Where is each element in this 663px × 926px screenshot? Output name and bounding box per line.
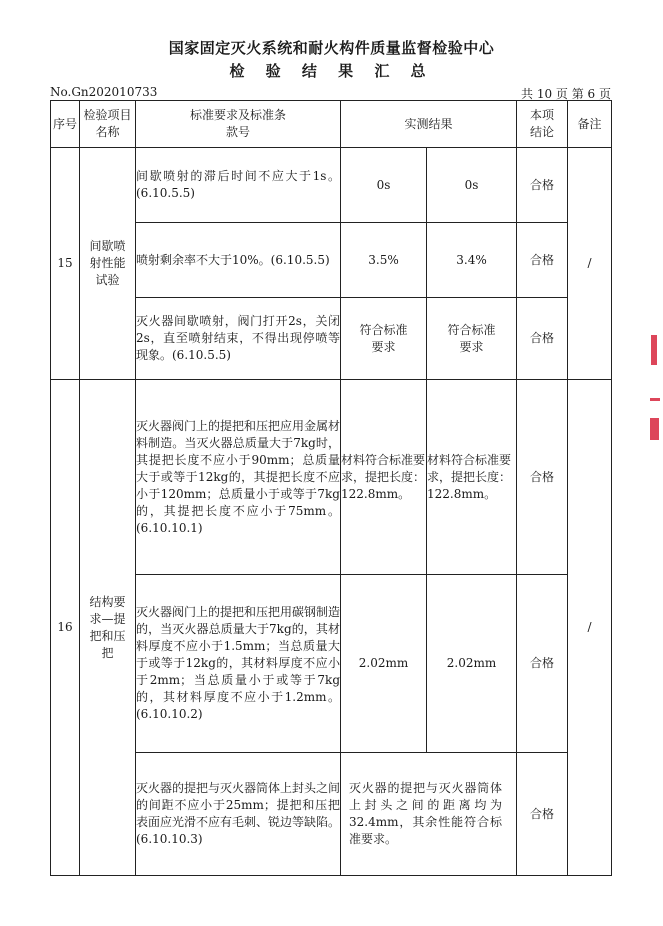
result-cell-2: 2.02mm bbox=[427, 575, 517, 753]
conclusion-cell: 合格 bbox=[517, 380, 568, 575]
result-cell-1: 材料符合标准要求，提把长度：122.8mm。 bbox=[341, 380, 427, 575]
col-header-remark: 备注 bbox=[568, 101, 612, 148]
document-title: 国家固定灭火系统和耐火构件质量监督检验中心 bbox=[168, 39, 495, 57]
col-header-result: 实测结果 bbox=[341, 101, 517, 148]
result-cell-2: 3.4% bbox=[427, 223, 517, 298]
result-cell-merged: 灭火器的提把与灭火器筒体上封头之间的距离均为32.4mm，其余性能符合标准要求。 bbox=[341, 753, 517, 876]
page-info: 共 10 页 第 6 页 bbox=[521, 87, 611, 101]
table-row bbox=[51, 298, 612, 380]
requirement-cell: 灭火器阀门上的提把和压把用碳钢制造的，当灭火器总质量大于7kg的，其材料厚度不应小于1.5mm；当总质量大于或等于12kg的，其材料厚度不应小于2mm；当总质量小于或等于7kg的，其材料厚度不应小于1.2mm。(6.10.10.2) bbox=[136, 575, 341, 753]
table-row bbox=[51, 575, 612, 753]
requirement-cell: 喷射剩余率不大于10%。(6.10.5.5) bbox=[136, 223, 341, 298]
conclusion-cell: 合格 bbox=[517, 223, 568, 298]
result-cell-1: 符合标准要求 bbox=[341, 298, 427, 380]
remark-cell: / bbox=[568, 380, 612, 876]
seal-stamp-mark bbox=[651, 335, 657, 365]
results-table bbox=[50, 100, 612, 876]
seq-cell: 15 bbox=[51, 148, 80, 380]
result-cell-2: 材料符合标准要求，提把长度：122.8mm。 bbox=[427, 380, 517, 575]
col-header-conclusion: 本项结论 bbox=[517, 101, 568, 148]
report-number: No.Gn202010733 bbox=[50, 85, 158, 99]
document-subtitle: 检 验 结 果 汇 总 bbox=[229, 62, 434, 80]
remark-cell: / bbox=[568, 148, 612, 380]
conclusion-cell: 合格 bbox=[517, 575, 568, 753]
col-header-item: 检验项目名称 bbox=[80, 101, 136, 148]
conclusion-cell: 合格 bbox=[517, 298, 568, 380]
item-cell: 结构要求—提把和压把 bbox=[80, 380, 136, 876]
result-cell-1: 3.5% bbox=[341, 223, 427, 298]
seal-stamp-mark bbox=[650, 398, 660, 401]
seq-cell: 16 bbox=[51, 380, 80, 876]
table-row bbox=[51, 753, 612, 876]
requirement-cell: 灭火器间歇喷射，阀门打开2s，关闭2s，直至喷射结束，不得出现停喷等现象。(6.10.5.5) bbox=[136, 298, 341, 380]
header-row bbox=[51, 101, 612, 148]
requirement-cell: 间歇喷射的滞后时间不应大于1s。(6.10.5.5) bbox=[136, 148, 341, 223]
result-cell-2: 0s bbox=[427, 148, 517, 223]
result-cell-2: 符合标准要求 bbox=[427, 298, 517, 380]
item-cell: 间歇喷射性能试验 bbox=[80, 148, 136, 380]
requirement-cell: 灭火器的提把与灭火器筒体上封头之间的间距不应小于25mm；提把和压把表面应光滑不应有毛刺、锐边等缺陷。(6.10.10.3) bbox=[136, 753, 341, 876]
result-cell-1: 2.02mm bbox=[341, 575, 427, 753]
requirement-cell: 灭火器阀门上的提把和压把应用金属材料制造。当灭火器总质量大于7kg时，其提把长度不应小于90mm；总质量大于或等于12kg的，其提把长度不应小于120mm；总质量小于或等于7kg的，其提把长度不应小于75mm。(6.10.10.1) bbox=[136, 380, 341, 575]
result-cell-1: 0s bbox=[341, 148, 427, 223]
col-header-standard: 标准要求及标准条款号 bbox=[136, 101, 341, 148]
seal-stamp-mark bbox=[650, 418, 659, 440]
table-row bbox=[51, 380, 612, 575]
conclusion-cell: 合格 bbox=[517, 148, 568, 223]
table-row bbox=[51, 148, 612, 223]
conclusion-cell: 合格 bbox=[517, 753, 568, 876]
col-header-seq: 序号 bbox=[51, 101, 80, 148]
table-row bbox=[51, 223, 612, 298]
